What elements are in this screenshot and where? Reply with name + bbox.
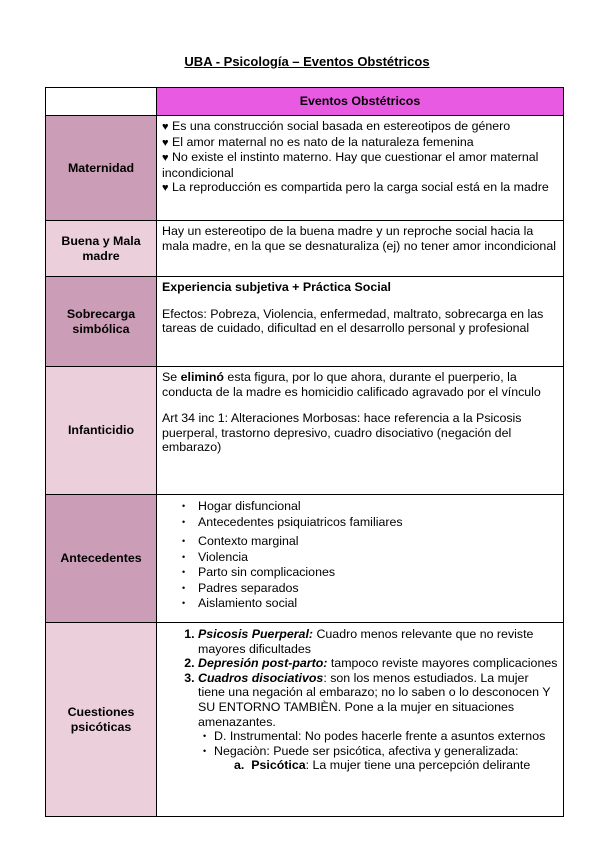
list-item: • Violencia (182, 550, 558, 566)
list-item: • Padres separados (182, 581, 558, 597)
row-content-sobrecarga (157, 277, 564, 367)
row-label-maternidad: Maternidad (46, 116, 157, 221)
row-content-cuestiones (157, 623, 564, 817)
heart-icon: ♥ (162, 182, 169, 195)
row-sobrecarga (46, 277, 564, 367)
obstetric-events-table (45, 87, 564, 817)
cuestiones-sub-list (198, 729, 558, 773)
list-item: • Contexto marginal (182, 534, 558, 550)
list-item: 3. Cuadros disociativos: son los menos estudiados. La mujer tiene una negación al embarazo; no lo saben o lo desconocen Y SU ENTORNO TAMBIÈN. Pone a la mujer en situaciones amenazantes. • D. Instrumental: No podes hacerle frente a asuntos externos • Negaciòn: Puede ser psicótica, afectiva y generalizada: a. Psicótica: La mujer tiene una percepción delirante (198, 671, 558, 773)
infanticidio-paragraph-1: Se eliminó esta figura, por lo que ahora, durante el puerperio, la conducta de la madre es homicidio calificado agravado por el vínculo (162, 370, 541, 399)
heart-bullet-item: ♥ No existe el instinto materno. Hay que cuestionar el amor maternal incondicional (162, 150, 539, 180)
row-infanticidio (46, 367, 564, 495)
list-item: 2. Depresión post-parto: tampoco reviste mayores complicaciones (198, 656, 558, 671)
list-item: • Aislamiento social (182, 596, 558, 612)
row-label-cuestiones: Cuestiones psicóticas (46, 623, 157, 817)
sobrecarga-text: Efectos: Pobreza, Violencia, enfermedad, maltrato, sobrecarga en las tareas de cuidado, dificultad en el desarrollo personal y profesional (162, 306, 544, 336)
row-cuestiones (46, 623, 564, 817)
list-item: • Hogar disfuncional (182, 499, 558, 515)
list-item: a. Psicótica: La mujer tiene una percepción delirante (234, 758, 531, 773)
infanticidio-paragraph-2: Art 34 inc 1: Alteraciones Morbosas: hace referencia a la Psicosis puerperal, trastorno depresivo, cuadro disociativo (negación del embarazo) (162, 411, 522, 455)
heart-icon: ♥ (162, 152, 169, 165)
heart-bullet-item: ♥ El amor maternal no es nato de la naturaleza femenina (162, 134, 474, 149)
heart-icon: ♥ (162, 136, 169, 149)
antecedentes-list-1 (162, 499, 558, 530)
header-empty-cell (46, 88, 157, 116)
cuestiones-alpha-list (214, 758, 558, 773)
antecedentes-list-2 (162, 534, 558, 612)
header-row (46, 88, 564, 116)
row-label-antecedentes: Antecedentes (46, 495, 157, 623)
row-content-infanticidio (157, 367, 564, 495)
row-label-infanticidio: Infanticidio (46, 367, 157, 495)
row-buena-mala-madre (46, 221, 564, 277)
sobrecarga-heading: Experiencia subjetiva + Práctica Social (162, 280, 392, 294)
list-item: • D. Instrumental: No podes hacerle frente a asuntos externos (203, 729, 558, 744)
row-content-buena-mala-madre: Hay un estereotipo de la buena madre y un reproche social hacia la mala madre, en la que se desnaturaliza (ej) no tener amor incondicional (157, 221, 564, 277)
cuestiones-list (162, 627, 558, 773)
header-title: Eventos Obstétricos (157, 88, 564, 116)
heart-bullet-item: ♥ Es una construcción social basada en estereotipos de género (162, 119, 511, 133)
list-item: • Parto sin complicaciones (182, 565, 558, 581)
row-content-antecedentes (157, 495, 564, 623)
list-item: • Negaciòn: Puede ser psicótica, afectiva y generalizada: a. Psicótica: La mujer tiene una percepción delirante (203, 744, 558, 773)
row-content-maternidad (157, 116, 564, 221)
heart-bullet-item: ♥ La reproducción es compartida pero la carga social está en la madre (162, 180, 549, 195)
row-maternidad (46, 116, 564, 221)
list-item: 1. Psicosis Puerperal: Cuadro menos relevante que no reviste mayores dificultades (198, 627, 558, 656)
row-label-sobrecarga: Sobrecarga simbólica (46, 277, 157, 367)
row-antecedentes (46, 495, 564, 623)
heart-icon: ♥ (162, 121, 169, 133)
page-title: UBA - Psicología – Eventos Obstétricos (184, 54, 430, 69)
list-item: • Antecedentes psiquiatricos familiares (182, 515, 558, 531)
row-label-buena-mala-madre: Buena y Mala madre (46, 221, 157, 277)
